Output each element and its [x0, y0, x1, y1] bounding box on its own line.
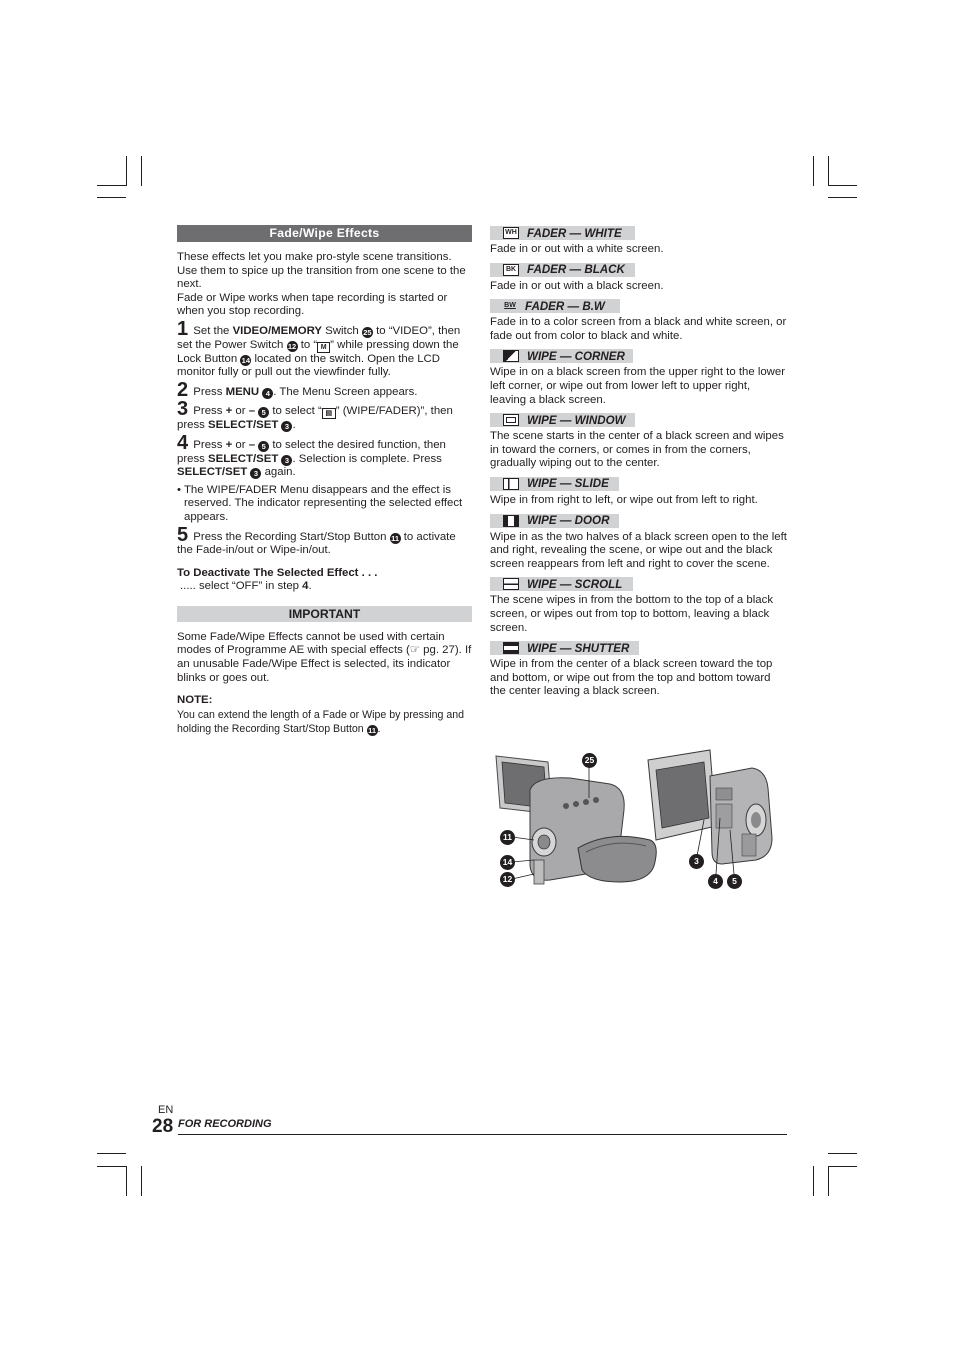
- crop-mark: [97, 1153, 126, 1154]
- footer-rule: [178, 1134, 787, 1135]
- effect-heading: BW FADER — B.W: [490, 299, 620, 313]
- step-number: 2: [177, 378, 189, 401]
- effect-wipe-corner: [490, 349, 787, 407]
- crop-mark: [141, 156, 142, 186]
- effect-fader-black: [490, 263, 787, 294]
- callout-badge: 12: [500, 872, 515, 887]
- callout-badge: 3: [689, 854, 704, 869]
- section-title: Fade/Wipe Effects: [177, 225, 472, 242]
- callout-badge: 4: [262, 388, 273, 399]
- step-number: 1: [177, 317, 189, 340]
- fader-bw-icon: BW: [504, 302, 516, 310]
- crop-mark: [126, 1166, 127, 1196]
- effect-wipe-door: [490, 514, 787, 572]
- crop-mark: [828, 185, 857, 186]
- effect-heading: WIPE — SLIDE: [490, 477, 619, 491]
- note-heading: NOTE:: [177, 694, 213, 707]
- camcorder-right: [648, 750, 772, 874]
- important-text: Some Fade/Wipe Effects cannot be used with certain modes of Programme AE with special effects (☞ pg. 27). If an unusable Fade/Wipe Effect is selected, its indicator blinks or goes out.: [177, 630, 472, 684]
- effect-description: Wipe in as the two halves of a black screen open to the left and right, revealing the scene, or wipe out and the black screen reappears from left and right to cover the scene.: [490, 530, 787, 570]
- page-number: 28: [152, 1116, 174, 1137]
- wipe-door-icon: [503, 515, 519, 527]
- callout-badge: 11: [368, 725, 377, 735]
- step-1: 1 Set the VIDEO/MEMORY Switch 25 to “VIDEO”, then set the Power Switch 12 to “ M ” while pressing down the Lock Button 14 located on the switch. Open the LCD monitor fully or pull out the viewfinder fully.: [177, 317, 461, 379]
- crop-mark: [97, 1166, 126, 1167]
- step-5: 5 Press the Recording Start/Stop Button 11 to activate the Fade-in/out or Wipe-in/out.: [177, 523, 456, 557]
- effect-heading: WIPE — CORNER: [490, 349, 633, 363]
- intro-paragraph: These effects let you make pro-style scene transitions. Use them to spice up the transition from one scene to the next.: [177, 251, 466, 291]
- important-title: IMPORTANT: [177, 606, 472, 622]
- effect-heading: WH FADER — WHITE: [490, 226, 635, 240]
- effect-description: The scene starts in the center of a black screen and wipes in toward the corners, or comes in from the corners, gradually wiping out to the center.: [490, 430, 784, 470]
- callout-badge: 3: [250, 468, 261, 479]
- effect-fader-white: [490, 226, 787, 257]
- callout-badge: 14: [500, 855, 515, 870]
- camcorder-drawing: [490, 748, 787, 893]
- crop-mark: [141, 1166, 142, 1196]
- crop-mark: [97, 185, 126, 186]
- note-text: You can extend the length of a Fade or Wipe by pressing and holding the Recording Start/Stop Button 11 .: [177, 709, 465, 735]
- language-label: EN: [158, 1104, 174, 1116]
- callout-badge: 12: [287, 341, 297, 351]
- camcorder-illustration: [490, 748, 787, 893]
- crop-mark: [813, 156, 814, 186]
- effect-description: The scene wipes in from the bottom to the top of a black screen, or wipes out from top to bottom, leaving a black screen.: [490, 594, 774, 634]
- callout-badge: 25: [582, 753, 597, 768]
- effect-description: Fade in or out with a black screen.: [490, 279, 664, 292]
- wipe-corner-icon: [503, 350, 519, 362]
- effect-wipe-window: [490, 413, 787, 471]
- crop-mark: [828, 197, 857, 198]
- wipe-slide-icon: [503, 478, 519, 490]
- effect-description: Fade in or out with a white screen.: [490, 243, 664, 255]
- callout-badge: 4: [708, 874, 723, 889]
- step-4: 4 Press + or – 5 to select the desired function, then press SELECT/SET 3 . Selection is complete. Press SELECT/SET 3 again.: [177, 431, 446, 479]
- pointing-hand-icon: ☞: [409, 644, 420, 657]
- crop-mark: [126, 156, 127, 186]
- step-3: 3 Press + or – 5 to select “ ▤ ” (WIPE/FADER)”, then press SELECT/SET 3 .: [177, 398, 453, 432]
- wipe-scroll-icon: [503, 578, 519, 590]
- effect-heading: WIPE — WINDOW: [490, 413, 635, 427]
- camcorder-left: [496, 756, 656, 884]
- callout-badge: 5: [258, 441, 269, 452]
- effect-fader-bw: [490, 299, 787, 343]
- callout-badge: 5: [258, 407, 269, 418]
- section-label: FOR RECORDING: [178, 1118, 272, 1130]
- deactivate-text: ..... select “OFF” in step 4.: [180, 580, 312, 593]
- crop-mark: [97, 197, 126, 198]
- left-column: [177, 225, 472, 736]
- effect-heading: WIPE — DOOR: [490, 514, 619, 528]
- effect-wipe-scroll: [490, 577, 787, 635]
- callout-badge: 14: [241, 355, 250, 365]
- intro-paragraph-2: Fade or Wipe works when tape recording is started or when you stop recording.: [177, 291, 448, 318]
- effect-description: Wipe in from right to left, or wipe out from left to right.: [490, 493, 758, 506]
- step-number: 4: [177, 431, 189, 454]
- callout-badge: 3: [281, 455, 292, 466]
- effect-heading: WIPE — SCROLL: [490, 577, 633, 591]
- deactivate-heading: To Deactivate The Selected Effect . . .: [177, 566, 378, 579]
- fader-black-icon: BK: [503, 264, 519, 276]
- step-number: 3: [177, 398, 189, 421]
- callout-badge: 3: [281, 421, 292, 432]
- effect-heading: BK FADER — BLACK: [490, 263, 635, 277]
- wipe-fader-icon: ▤: [322, 408, 336, 419]
- crop-mark: [828, 1166, 857, 1167]
- callout-badge: 11: [500, 830, 515, 845]
- crop-mark: [813, 1166, 814, 1196]
- step-2: 2 Press MENU 4 . The Menu Screen appears.: [177, 378, 418, 401]
- effect-description: Fade in to a color screen from a black and white screen, or fade out from color to black and white.: [490, 316, 787, 342]
- wipe-window-icon: [503, 414, 519, 426]
- effect-description: Wipe in from the center of a black screen toward the top and bottom, or wipe out from the top and bottom toward the center leaving a black screen.: [490, 658, 773, 698]
- right-column: [490, 222, 787, 705]
- callout-badge: 11: [391, 533, 400, 543]
- manual-mode-icon: M: [317, 342, 330, 353]
- bullet-note: • The WIPE/FADER Menu disappears and the effect is reserved. The indicator representing the selected effect appears.: [177, 483, 463, 523]
- crop-mark: [828, 1153, 857, 1154]
- fader-white-icon: WH: [503, 227, 519, 239]
- crop-mark: [828, 1166, 829, 1196]
- step-number: 5: [177, 523, 189, 546]
- effect-heading: WIPE — SHUTTER: [490, 641, 639, 655]
- effect-wipe-slide: [490, 477, 787, 508]
- effect-wipe-shutter: [490, 641, 787, 699]
- effect-description: Wipe in on a black screen from the upper right to the lower left corner, or wipe out from lower left to upper right, leaving a black screen.: [490, 366, 786, 406]
- callout-badge: 5: [727, 874, 742, 889]
- callout-badge: 25: [363, 327, 372, 337]
- crop-mark: [828, 156, 829, 186]
- wipe-shutter-icon: [503, 642, 519, 654]
